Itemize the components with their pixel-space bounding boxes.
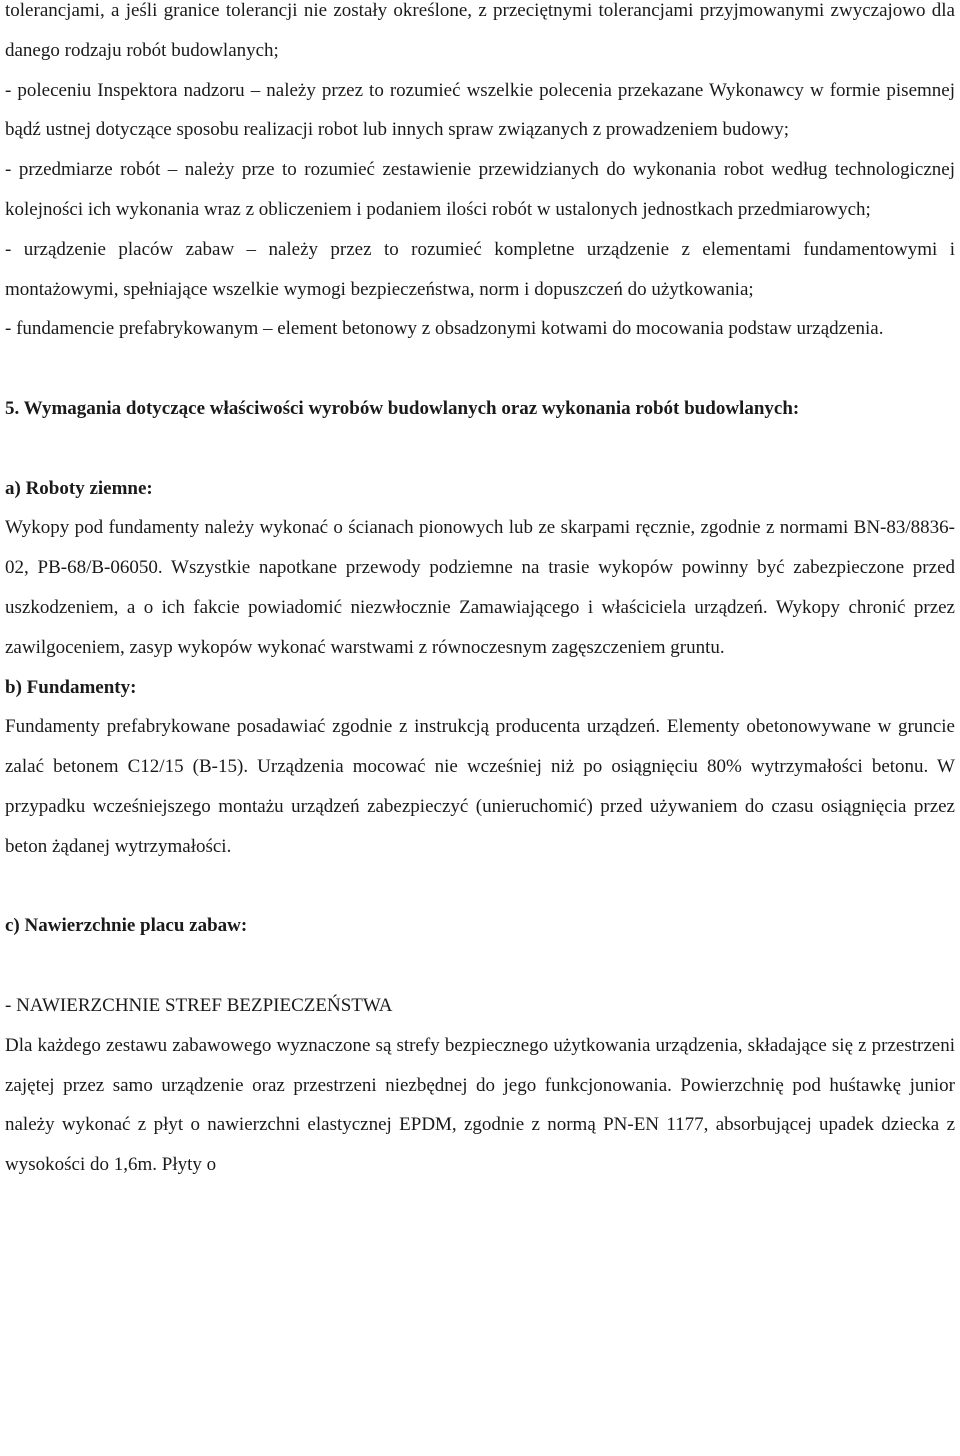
subsection-b-heading: b) Fundamenty: bbox=[5, 676, 137, 698]
document-page bbox=[5, 0, 955, 1185]
spacer bbox=[5, 946, 955, 986]
subsection-c-text: Dla każdego zestawu zabawowego wyznaczone są strefy bezpiecznego użytkowania urządzenia, składające się z przestrzeni zajętej przez samo urządzenie oraz przestrzeni niezbędnej do jego funkcjonowania. Powierzchnię pod huśtawkę junior należy wykonać z płyt o nawierzchni elastycznej EPDM, zgodnie z normą PN-EN 1177, absorbującej upadek dziecka z wysokości do 1,6m. Płyty o bbox=[5, 1034, 955, 1176]
spacer bbox=[5, 867, 955, 907]
spacer bbox=[5, 349, 955, 389]
subsection-c-heading: c) Nawierzchnie placu zabaw: bbox=[5, 915, 248, 937]
section-5-heading bbox=[5, 389, 955, 429]
subsection-a-heading: a) Roboty ziemne: bbox=[5, 477, 153, 499]
subsection-b-text: Fundamenty prefabrykowane posadawiać zgodnie z instrukcją producenta urządzeń. Elementy obetonowywane w gruncie zalać betonem C12/15 (B-15). Urządzenia mocować nie wcześniej niż po osiągnięciu 80% wytrzymałości betonu. W przypadku wcześniejszego montażu urządzeń zabezpieczyć (unieruchomić) przed używaniem do czasu osiągnięcia przez beton żądanej wytrzymałości. bbox=[5, 716, 955, 857]
paragraph-bill-of-quantities: - przedmiarze robót – należy prze to rozumieć zestawienie przewidzianych do wykonania robot według technologicznej kolejności ich wykonania wraz z obliczeniem i podaniem ilości robót w ustalonych jednostkach przedmiarowych; bbox=[5, 159, 955, 220]
subsection-a-text: Wykopy pod fundamenty należy wykonać o ścianach pionowych lub ze skarpami ręcznie, zgodnie z normami BN-83/8836-02, PB-68/B-06050. Wszystkie napotkane przewody podziemne na trasie wykopów powinny być zabezpieczone przed uszkodzeniem, a o ich fakcie powiadomić niezwłocznie Zamawiającego i właściciela urządzeń. Wykopy chronić przez zawilgoceniem, zasyp wykopów wykonać warstwami z równoczesnym zagęszczeniem gruntu. bbox=[5, 517, 955, 658]
paragraph-inspector-order: - poleceniu Inspektora nadzoru – należy przez to rozumieć wszelkie polecenia przekazane Wykonawcy w formie pisemnej bądź ustnej dotyczące sposobu realizacji robot lub innych spraw związanych z prowadzeniem budowy; bbox=[5, 79, 955, 141]
section-number: 5. bbox=[5, 397, 20, 419]
paragraph-tolerances: tolerancjami, a jeśli granice tolerancji nie zostały określone, z przeciętnymi tolerancjami przyjmowanymi zwyczajowo dla danego rodzaju robót budowlanych; bbox=[5, 0, 955, 61]
spacer bbox=[5, 429, 955, 469]
paragraph-playground-equipment: - urządzenie placów zabaw – należy przez to rozumieć kompletne urządzenie z elementami fundamentowymi i montażowymi, spełniające wszelkie wymogi bezpieczeństwa, norm i dopuszczeń do użytkowania; bbox=[5, 238, 955, 300]
subsection-c-caps-line: - NAWIERZCHNIE STREF BEZPIECZEŃSTWA bbox=[5, 994, 393, 1016]
paragraph-prefab-foundation: - fundamencie prefabrykowanym – element betonowy z obsadzonymi kotwami do mocowania podstaw urządzenia. bbox=[5, 318, 884, 340]
section-title: Wymagania dotyczące właściwości wyrobów budowlanych oraz wykonania robót budowlanych: bbox=[23, 397, 800, 419]
